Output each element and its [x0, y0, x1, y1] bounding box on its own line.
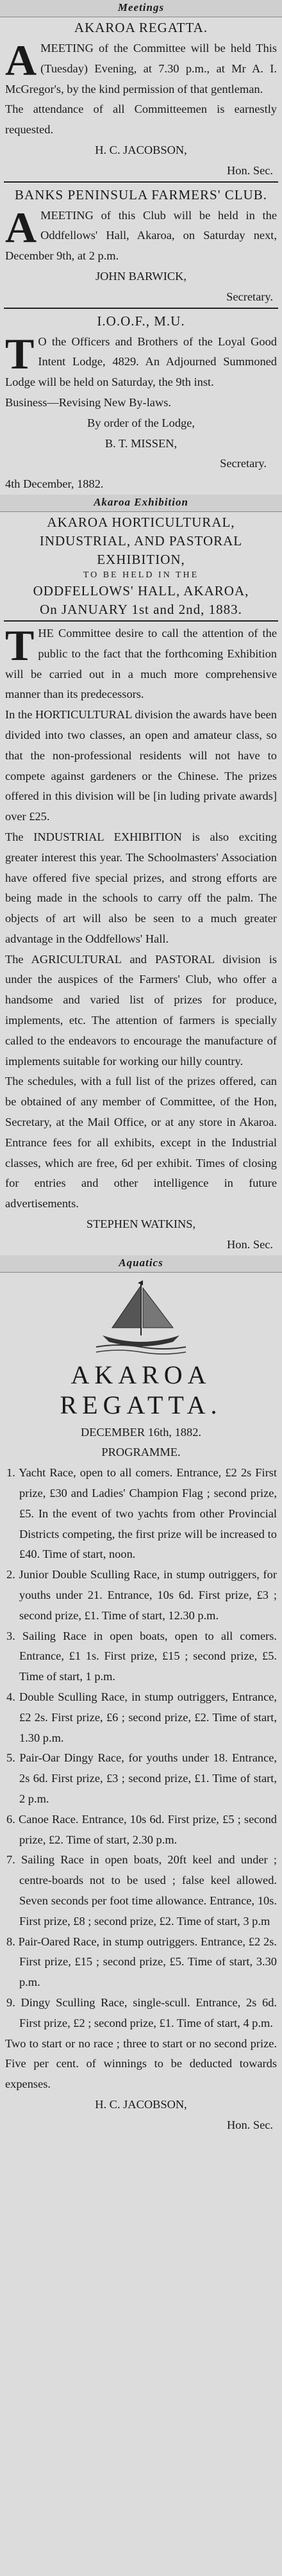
race-item: 1. Yacht Race, open to all comers. Entrance, £2 2s First prize, £30 and Ladies' Champion Flag ; second prize, £5. In the event of two yachts from other Provincial Districts competing, the first prize will be increased to £40. Time of start, noon. [6, 1466, 277, 1561]
drop-cap: T [5, 620, 35, 670]
notice-signature: B. T. MISSEN, [104, 436, 178, 450]
notice-order: By order of the Lodge, [87, 416, 195, 429]
race-item: 4. Double Sculling Race, in stump outriggers, Entrance, £2 2s. First prize, £6 ; second prize, £2. Time of start, 1.30 p.m. [6, 1690, 277, 1744]
exhibition-para-4: The AGRICULTURAL and PASTORAL division is under the auspices of the Farmers' Club, who offer a handsome and varied list of prizes for produce, implements, etc. The attention of farmers is specially called to the endeavors to encourage the manufacture of implements suitable for working our hilly country. [5, 952, 277, 1068]
divider [4, 308, 278, 311]
notice-role: Hon. Sec. [226, 1237, 273, 1251]
notice-signature: H. C. JACOBSON, [95, 143, 187, 156]
regatta-note: Two to start or no race ; three to start or no second prize. Five per cent. of winnings to be deducted towards expenses. [5, 2036, 277, 2091]
notice-date: 4th December, 1882. [5, 477, 104, 491]
notice-signature: H. C. JACOBSON, [95, 2097, 187, 2111]
notice-regatta-meeting [0, 20, 282, 181]
notice-business: Business—Revising New By-laws. [5, 395, 171, 409]
race-item: 5. Pair-Oar Dingy Race, for youths under 18. Entrance, 2s 6d. First prize, £3 ; second prize, £1. Time of start, 2 p.m. [6, 1751, 277, 1805]
exhibition-title-5: ODDFELLOWS' HALL, AKAROA, [33, 582, 249, 599]
notice-title: BANKS PENINSULA FARMERS' CLUB. [15, 186, 267, 202]
notice-exhibition [0, 515, 282, 1255]
race-item: 9. Dingy Sculling Race, single-scull. Entrance, 2s 6d. First prize, £2 ; second prize, £1. Time of start, 4 p.m. [6, 1995, 277, 2029]
exhibition-para-1: THE Committee desire to call the attention of the public to the fact that the forthcoming Exhibition will be carried out in a much more comprehensive manner than its predecessors. [5, 620, 277, 701]
regatta-date: DECEMBER 16th, 1882. [80, 1425, 201, 1439]
race-item: 3. Sailing Race in open boats, open to all comers. Entrance, £1 1s. First prize, £15 ; second prize, £5. Time of start, 1 p.m. [6, 1629, 277, 1683]
exhibition-title-1: AKAROA HORTICULTURAL, [47, 514, 235, 530]
notice-regatta [0, 1278, 282, 2136]
section-header-exhibition: Akaroa Exhibition [0, 495, 282, 512]
notice-ioof [0, 313, 282, 495]
section-header-meetings: Meetings [0, 0, 282, 17]
drop-cap: T [5, 329, 35, 378]
race-item: 7. Sailing Race in open boats, 20ft keel and under ; centre-boards not to be used ; false keel allowed. Seven seconds per foot time allowance. Entrance, 10s. First prize, £8 ; second prize, £2. Time of start, 3 p.m [6, 1853, 277, 1928]
exhibition-para-2: In the HORTICULTURAL division the awards have been divided into two classes, an open and amateur class, so that the non-professional residents will not have to compete against gardeners or the Chinese. The prizes offered in this division will be [in luding private awards] over £25. [5, 708, 278, 823]
race-item: 2. Junior Double Sculling Race, in stump outriggers, for youths under 21. Entrance, 10s 6d. First prize, £3 ; second prize, £1. Time of start, 12.30 p.m. [6, 1568, 277, 1622]
exhibition-title-2: INDUSTRIAL, AND PASTORAL [39, 533, 243, 549]
sailing-ship-illustration [93, 1278, 189, 1355]
notice-role: Hon. Sec. [226, 2118, 273, 2131]
notice-role: Secretary. [226, 290, 273, 303]
regatta-programme: PROGRAMME. [101, 1446, 181, 1459]
race-item: 6. Canoe Race. Entrance, 10s 6d. First prize, £5 ; second prize, £2. Time of start, 2.30 p.m. [6, 1812, 277, 1846]
notice-body: T O the Officers and Brothers of the Loyal Good Intent Lodge, 4829. An Adjourned Summoned Lodge will be held on Saturday, the 9th inst. [5, 329, 277, 389]
notice-signature: STEPHEN WATKINS, [86, 1218, 196, 1231]
notice-signature: JOHN BARWICK, [95, 269, 187, 283]
notice-title: I.O.O.F., M.U. [97, 313, 185, 329]
section-header-aquatics: Aquatics [0, 1255, 282, 1273]
exhibition-para-3: The INDUSTRIAL EXHIBITION is also exciting greater interest this year. The Schoolmasters' Association have offered five special prizes, and strong efforts are being made in the schools to carry off the palm. The objects of art will also be seen to a much greater advantage in the Oddfellows' Hall. [5, 830, 277, 945]
notice-farmers-club [0, 187, 282, 308]
drop-cap: A [5, 36, 37, 85]
drop-cap: A [5, 202, 37, 252]
exhibition-title-3: EXHIBITION, [97, 551, 185, 567]
notice-body: AMEETING of the Committee will be held This (Tuesday) Evening, at 7.30 p.m., at Mr A. I. McGregor's, by the kind permission of that gentleman. [5, 36, 277, 95]
exhibition-title-6: On JANUARY 1st and 2nd, 1883. [40, 601, 242, 617]
exhibition-title-4: TO BE HELD IN THE [83, 570, 199, 580]
exhibition-para-5: The schedules, with a full list of the prizes offered, can be obtained of any member of Committee, of the Hon, Secretary, at the Mail Office, or at any store in Akaroa. Entrance fees for all exhibits, except in the Industrial classes, which are free, 6d per exhibit. Times of closing for entries and other intelligence in future advertisements. [5, 1075, 277, 1210]
divider [4, 181, 278, 185]
notice-role: Secretary. [220, 457, 267, 470]
notice-role: Hon. Sec. [226, 163, 273, 177]
regatta-title: AKAROA REGATTA. [60, 1360, 222, 1419]
notice-title: AKAROA REGATTA. [74, 20, 208, 35]
notice-body: AMEETING of this Club will be held in the Oddfellows' Hall, Akaroa, on Saturday next, December 9th, at 2 p.m. [5, 202, 277, 263]
race-item: 8. Pair-Oared Race, in stump outriggers. Entrance, £2 2s. First prize, £15 ; second prize, £5. Time of start, 3.30 p.m. [6, 1935, 277, 1989]
notice-body-2: The attendance of all Committeemen is earnestly requested. [5, 103, 277, 136]
